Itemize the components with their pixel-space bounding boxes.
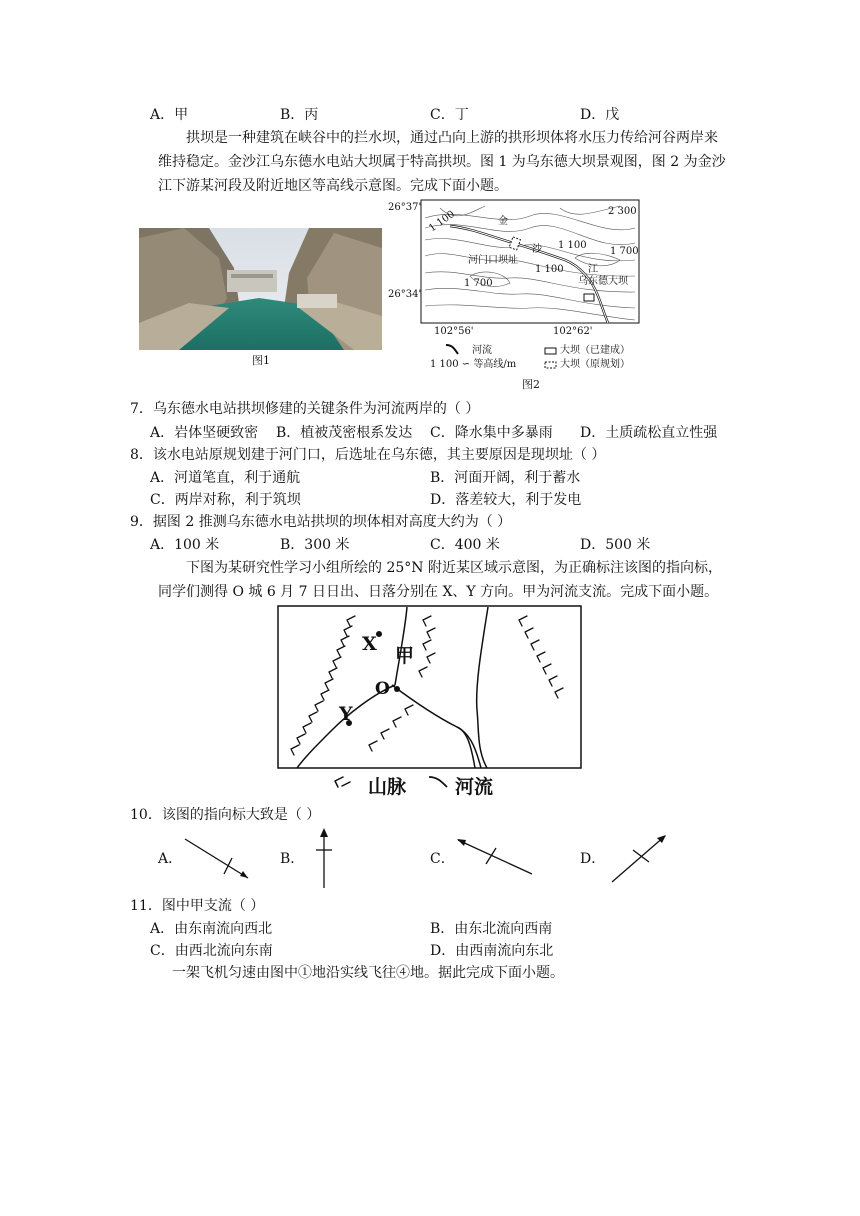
river-legend-icon	[444, 342, 464, 356]
q9-option-b: B．300 米	[280, 537, 350, 553]
question-10-options	[0, 848, 860, 870]
option-c: C．丁	[430, 107, 469, 123]
contour-label: 1 100	[427, 208, 457, 235]
option-a: A．甲	[150, 107, 189, 123]
question-8-stem: 8．该水电站原规划建于河门口，后选址在乌东德，其主要原因是现坝址（ ）	[130, 447, 606, 463]
question-7-stem: 7．乌东德水电站拱坝修建的关键条件为河流两岸的（ ）	[130, 401, 480, 417]
q7-option-a: A．岩体坚硬致密	[150, 425, 259, 441]
q10-option-d: D．	[580, 851, 606, 867]
q10-option-b: B．	[280, 851, 305, 867]
q8-option-b: B．河面开阔，利于蓄水	[430, 470, 581, 486]
q11-option-c: C．由西北流向东南	[150, 943, 273, 959]
top-options-row	[0, 104, 860, 126]
option-b: B．丙	[280, 107, 319, 123]
q11-option-a: A．由东南流向西北	[150, 921, 273, 937]
point-x-label: X	[362, 633, 377, 655]
passage-map: 下图为某研究性学习小组所绘的 25°N 附近某区域示意图，为正确标注该图的指向标，同学们测得 O 城 6 月 7 日日出、日落分别在 X、Y 方向。甲为河流支流。完成下面小题。	[158, 560, 722, 600]
q8-option-c: C．两岸对称，利于筑坝	[150, 492, 301, 508]
north-arrow-option-c-icon	[454, 836, 534, 878]
legend-river: 河流	[472, 345, 492, 356]
contour-label: 1 700	[610, 246, 639, 257]
city-o-label: O	[375, 679, 390, 699]
sketch-map	[277, 605, 583, 799]
figure-1-caption: 图1	[252, 354, 270, 367]
q9-option-a: A．100 米	[150, 537, 220, 553]
legend-dam-planned: 大坝（原规划）	[560, 359, 630, 370]
dam-built-icon	[544, 347, 558, 355]
river-char-jiang: 江	[588, 264, 598, 275]
new-dam-label: 乌东德大坝	[578, 276, 628, 287]
q10-option-a: A．	[158, 851, 183, 867]
lat-bottom-label: 26°34'	[388, 289, 422, 300]
q7-option-b: B．植被茂密根系发达	[276, 425, 413, 441]
q11-option-b: B．由东北流向西南	[430, 921, 553, 937]
question-10	[0, 804, 860, 826]
q8-option-d: D．落差较大，利于发电	[430, 492, 582, 508]
q9-option-d: D．500 米	[580, 537, 651, 553]
question-11-options-row1	[0, 918, 860, 940]
point-y-label: Y	[339, 703, 353, 725]
river-char-sha: 沙	[532, 244, 542, 255]
north-arrow-option-a-icon	[182, 834, 252, 884]
question-9-stem: 9．据图 2 推测乌东德水电站拱坝的坝体相对高度大约为（ ）	[130, 514, 512, 530]
north-arrow-option-d-icon	[609, 832, 669, 884]
legend-mountain-label: 山脉	[368, 776, 407, 798]
question-8-options-row1	[0, 467, 860, 489]
question-11-options-row2	[0, 940, 860, 962]
q9-option-c: C．400 米	[430, 537, 500, 553]
question-9-options	[0, 534, 860, 556]
figure-2-caption: 图2	[522, 378, 540, 391]
option-d: D．戊	[580, 107, 620, 123]
q7-option-c: C．降水集中多暴雨	[430, 425, 553, 441]
q7-option-d: D．土质疏松直立性强	[580, 425, 718, 441]
question-8-options-row2	[0, 489, 860, 511]
contour-label: 1 100	[558, 240, 587, 251]
legend-river-label: 河流	[455, 776, 494, 798]
passage-plane	[0, 962, 860, 984]
q8-option-a: A．河道笔直，利于通航	[150, 470, 301, 486]
legend-dam-built: 大坝（已建成）	[560, 345, 630, 356]
old-dam-site-label: 河门口坝址	[468, 255, 518, 266]
contour-label: 1 100	[535, 264, 564, 275]
lon-left-label: 102°56'	[434, 326, 474, 337]
dam-planned-icon	[544, 361, 558, 369]
q11-option-d: D．由西南流向东北	[430, 943, 554, 959]
q10-option-c: C．	[430, 851, 455, 867]
contour-label: 1 700	[464, 278, 493, 289]
lon-right-label: 102°62'	[553, 326, 593, 337]
question-7-options	[0, 422, 860, 444]
river-char-jin: 金	[498, 216, 508, 227]
figure-2-contour-map	[380, 198, 650, 388]
lat-top-label: 26°37'	[388, 202, 422, 213]
passage-dam: 拱坝是一种建筑在峡谷中的拦水坝，通过凸向上游的拱形坝体将水压力传给河谷两岸来维持稳定。金沙江乌东德水电站大坝属于特高拱坝。图 1 为乌东德大坝景观图，图 2 为金沙江下游某河段及附近地区等高线示意图。完成下面小题。	[158, 130, 726, 194]
question-8	[0, 444, 860, 466]
figure-1-photo	[139, 228, 382, 350]
question-10-stem: 10．该图的指向标大致是（ ）	[130, 807, 321, 823]
passage-plane-text: 一架飞机匀速由图中①地沿实线飞往④地。据此完成下面小题。	[172, 965, 564, 981]
question-11	[0, 895, 860, 917]
north-arrow-option-b-icon	[314, 826, 334, 890]
contour-label: 2 300	[608, 206, 637, 217]
question-9	[0, 511, 860, 533]
legend-contour: 1 100 ∽ 等高线/m	[430, 359, 517, 370]
question-11-stem: 11．图中甲支流（ ）	[130, 898, 265, 914]
tributary-jia-label: 甲	[395, 645, 415, 667]
question-7	[0, 398, 860, 420]
